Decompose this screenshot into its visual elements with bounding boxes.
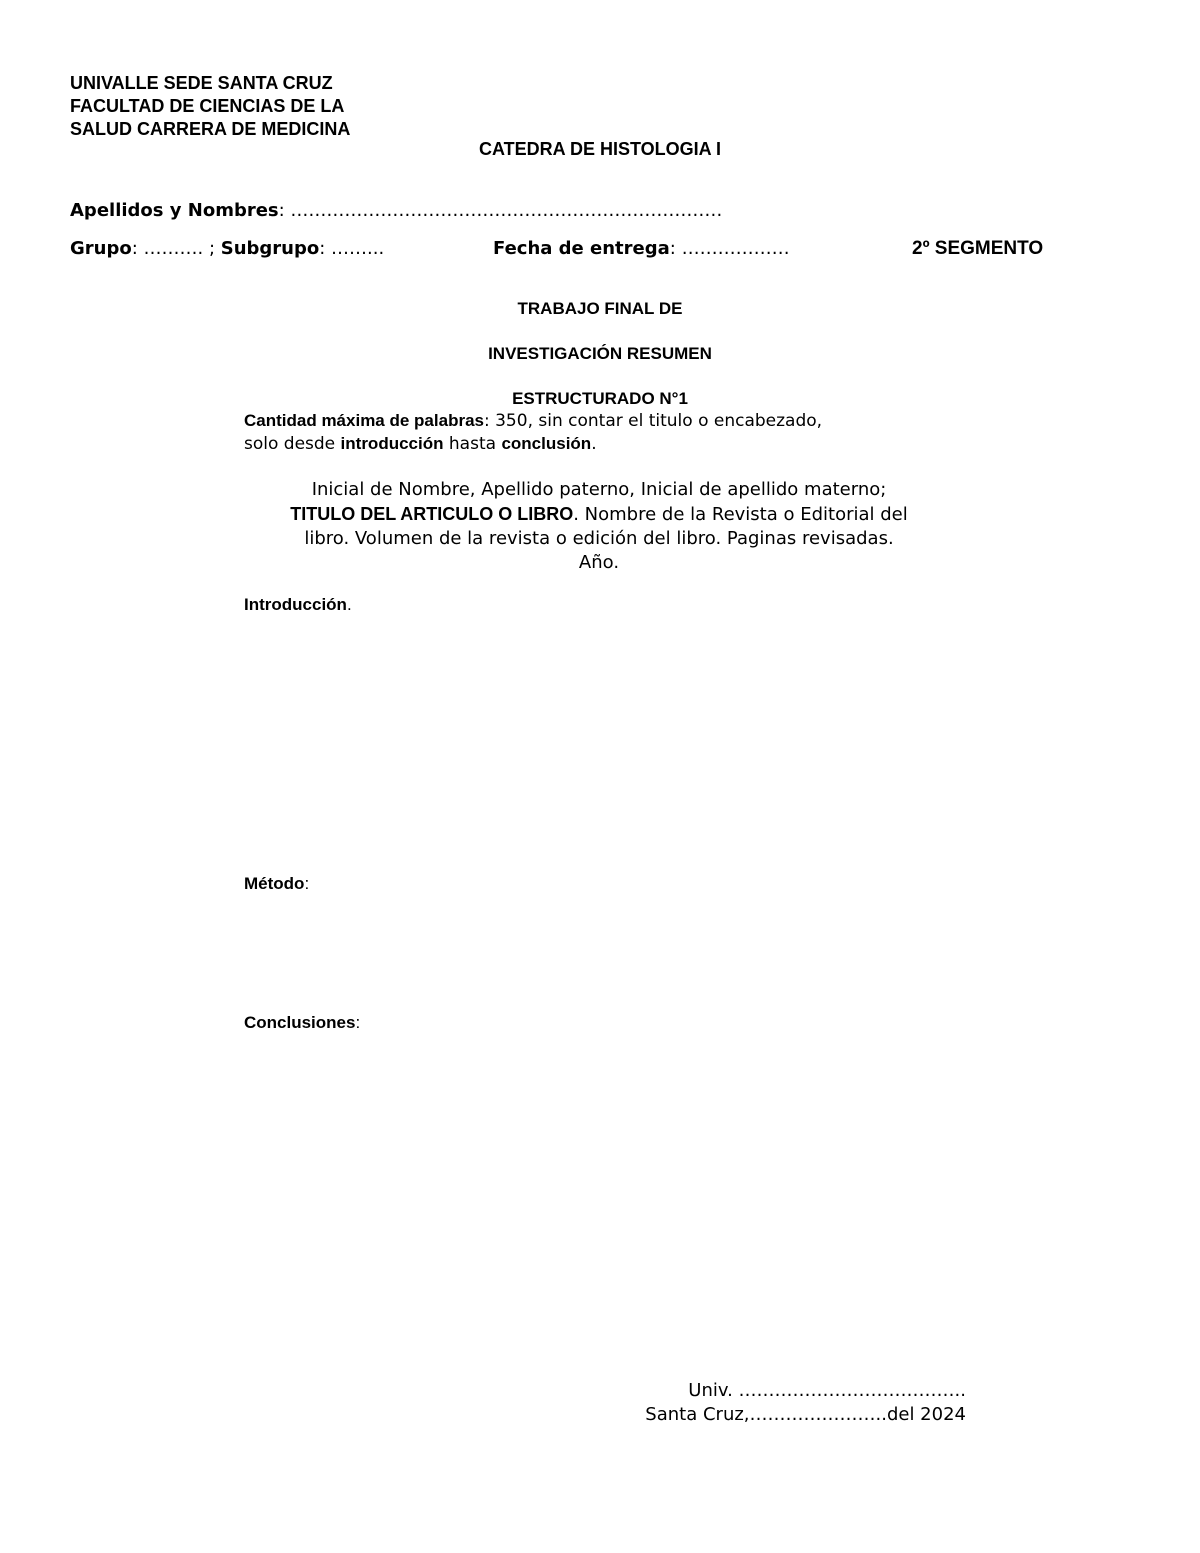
reference-line-4: Año. [578,552,620,573]
reference-title-placeholder: TITULO DEL ARTICULO O LIBRO [290,504,574,524]
title-line-2: INVESTIGACIÓN RESUMEN [488,344,712,363]
fecha-field [493,238,790,259]
conclusiones-heading: Conclusiones [244,1013,356,1032]
intro-word: introducción [340,434,444,453]
reference-format [244,478,954,575]
institution-line-3: SALUD CARRERA DE MEDICINA [70,119,351,139]
section-introduccion [244,595,352,615]
fecha-value: : ……………… [669,238,790,259]
reference-line-3: libro. Volumen de la revista o edición del libro. Paginas revisadas. [304,528,894,549]
apellidos-field [70,200,722,221]
introduccion-punct: . [346,595,352,614]
segmento-label: 2º SEGMENTO [912,238,1044,259]
metodo-punct: : [304,874,310,893]
section-metodo [244,874,309,894]
instructions-line-1 [244,411,822,431]
grupo-field [70,238,384,259]
instructions-prefix: solo desde [244,434,341,454]
institution-line-2: FACULTAD DE CIENCIAS DE LA [70,96,345,116]
instructions-suffix: . [591,434,597,454]
institution-line-1: UNIVALLE SEDE SANTA CRUZ [70,73,333,93]
grupo-value: : ………. ; [131,238,216,259]
reference-line-1: Inicial de Nombre, Apellido paterno, Inicial de apellido materno; [311,479,887,500]
reference-line-2 [244,502,954,527]
apellidos-value: : ……………………………………………………………… [278,200,723,221]
metodo-heading: Método [244,874,305,893]
title-line-1: TRABAJO FINAL DE [517,299,683,318]
catedra-title: CATEDRA DE HISTOLOGIA I [478,139,721,159]
subgrupo-label: Subgrupo [220,238,320,259]
subgrupo-value: : ……... [319,238,385,259]
max-words-text: : 350, sin contar el titulo o encabezado, [483,411,823,431]
fecha-label: Fecha de entrega [493,238,670,259]
grupo-label: Grupo [70,238,132,259]
introduccion-heading: Introducción [244,595,347,614]
institution-header [70,72,350,141]
signature-univ: Univ. ……………………………….. [688,1380,966,1401]
section-conclusiones [244,1013,360,1033]
max-words-label: Cantidad máxima de palabras [244,411,484,430]
conclusiones-punct: : [355,1013,361,1032]
reference-line-2-rest: . Nombre de la Revista o Editorial del [573,504,908,525]
title-line-3: ESTRUCTURADO N°1 [512,389,688,408]
instructions-line-2 [244,434,597,454]
instructions-middle: hasta [443,434,502,454]
conclusion-word: conclusión [501,434,592,453]
apellidos-label: Apellidos y Nombres [70,200,279,221]
signature-place-date: Santa Cruz,…………………..del 2024 [645,1404,966,1425]
